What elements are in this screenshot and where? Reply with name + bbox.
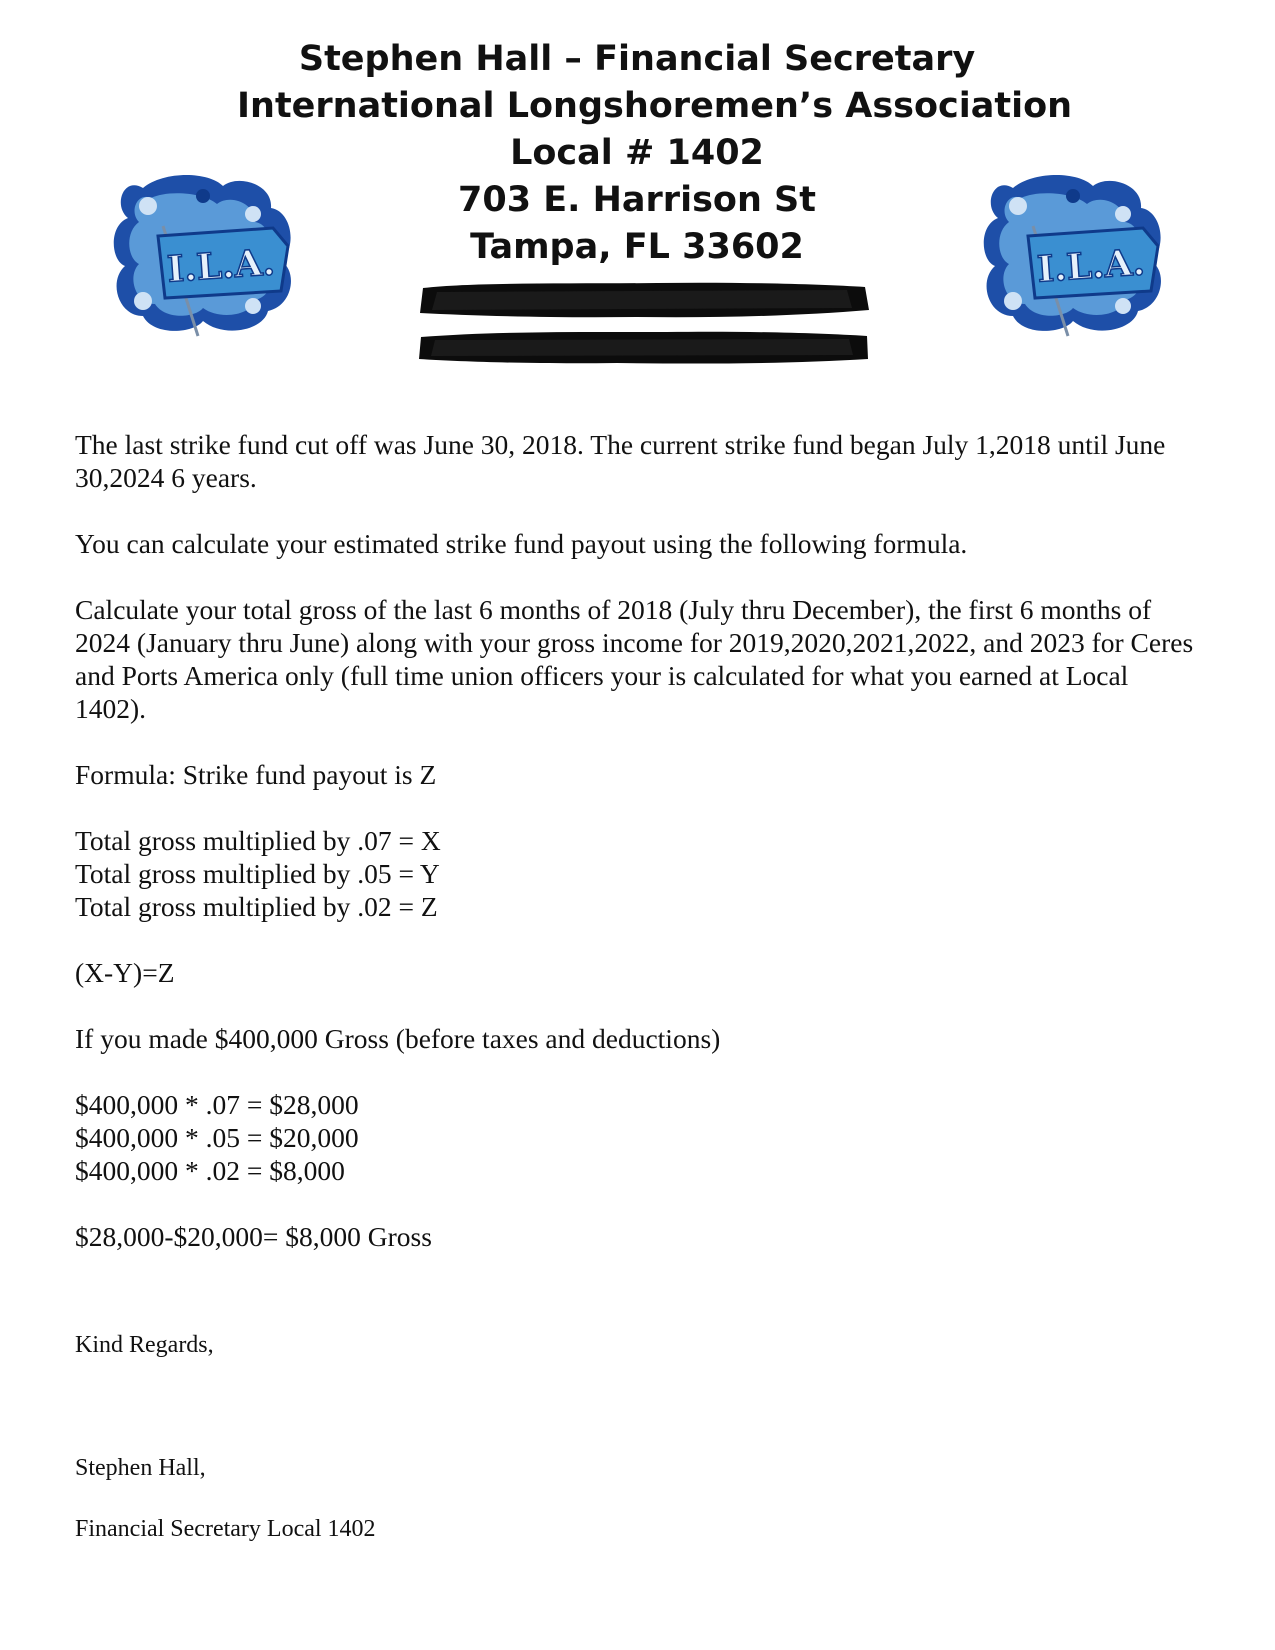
letterhead-name-line: Stephen Hall – Financial Secretary [298, 39, 976, 79]
example-block [75, 1088, 1205, 1187]
formula-line-z: Total gross multiplied by .02 = Z [75, 891, 438, 922]
letterhead-street-line: 703 E. Harrison St [458, 180, 816, 220]
logo-text: I.L.A. [1035, 241, 1147, 291]
paragraph-strike-fund-period: The last strike fund cut off was June 30, 2018. The current strike fund began July 1,2018 until June 30,2024 6 years. [75, 429, 1166, 493]
example-intro: If you made $400,000 Gross (before taxes and deductions) [75, 1023, 721, 1054]
example-result: $28,000-$20,000= $8,000 Gross [75, 1221, 432, 1252]
formula-line-x: Total gross multiplied by .07 = X [75, 825, 441, 856]
paragraph-formula-title: Formula: Strike fund payout is Z [75, 759, 437, 790]
signature-title: Financial Secretary Local 1402 [75, 1516, 376, 1542]
letterhead-text [237, 36, 1073, 271]
formula-line-y: Total gross multiplied by .05 = Y [75, 858, 440, 889]
paragraph-gross-instructions: Calculate your total gross of the last 6 months of 2018 (July thru December), the first 6 months of 2024 (January thru June) along with your gross income for 2019,2020,2021,2022, and 2023 for Ceres and Ports America only (full time union officers your is calculated for what you earned at Local 1402). [75, 594, 1194, 724]
letterhead-org-line: International Longshoremen’s Association [237, 86, 1073, 126]
letter-body [75, 428, 1205, 1286]
letterhead-city-line: Tampa, FL 33602 [470, 227, 804, 267]
formula-block [75, 824, 1205, 923]
redacted-cell-phone [417, 327, 870, 367]
example-line-2: $400,000 * .05 = $20,000 [75, 1122, 359, 1153]
ila-logo-right [973, 166, 1173, 346]
logo-text: I.L.A. [165, 241, 277, 291]
paragraph-calculate-intro: You can calculate your estimated strike fund payout using the following formula. [75, 528, 968, 559]
signature-name: Stephen Hall, [75, 1455, 206, 1481]
equation: (X-Y)=Z [75, 957, 175, 988]
letterhead-local-line: Local # 1402 [510, 133, 764, 173]
redacted-office-phone [417, 280, 870, 320]
example-line-3: $400,000 * .02 = $8,000 [75, 1155, 345, 1186]
example-line-1: $400,000 * .07 = $28,000 [75, 1089, 359, 1120]
closing-regards: Kind Regards, [75, 1332, 214, 1358]
letterhead [0, 0, 1275, 380]
